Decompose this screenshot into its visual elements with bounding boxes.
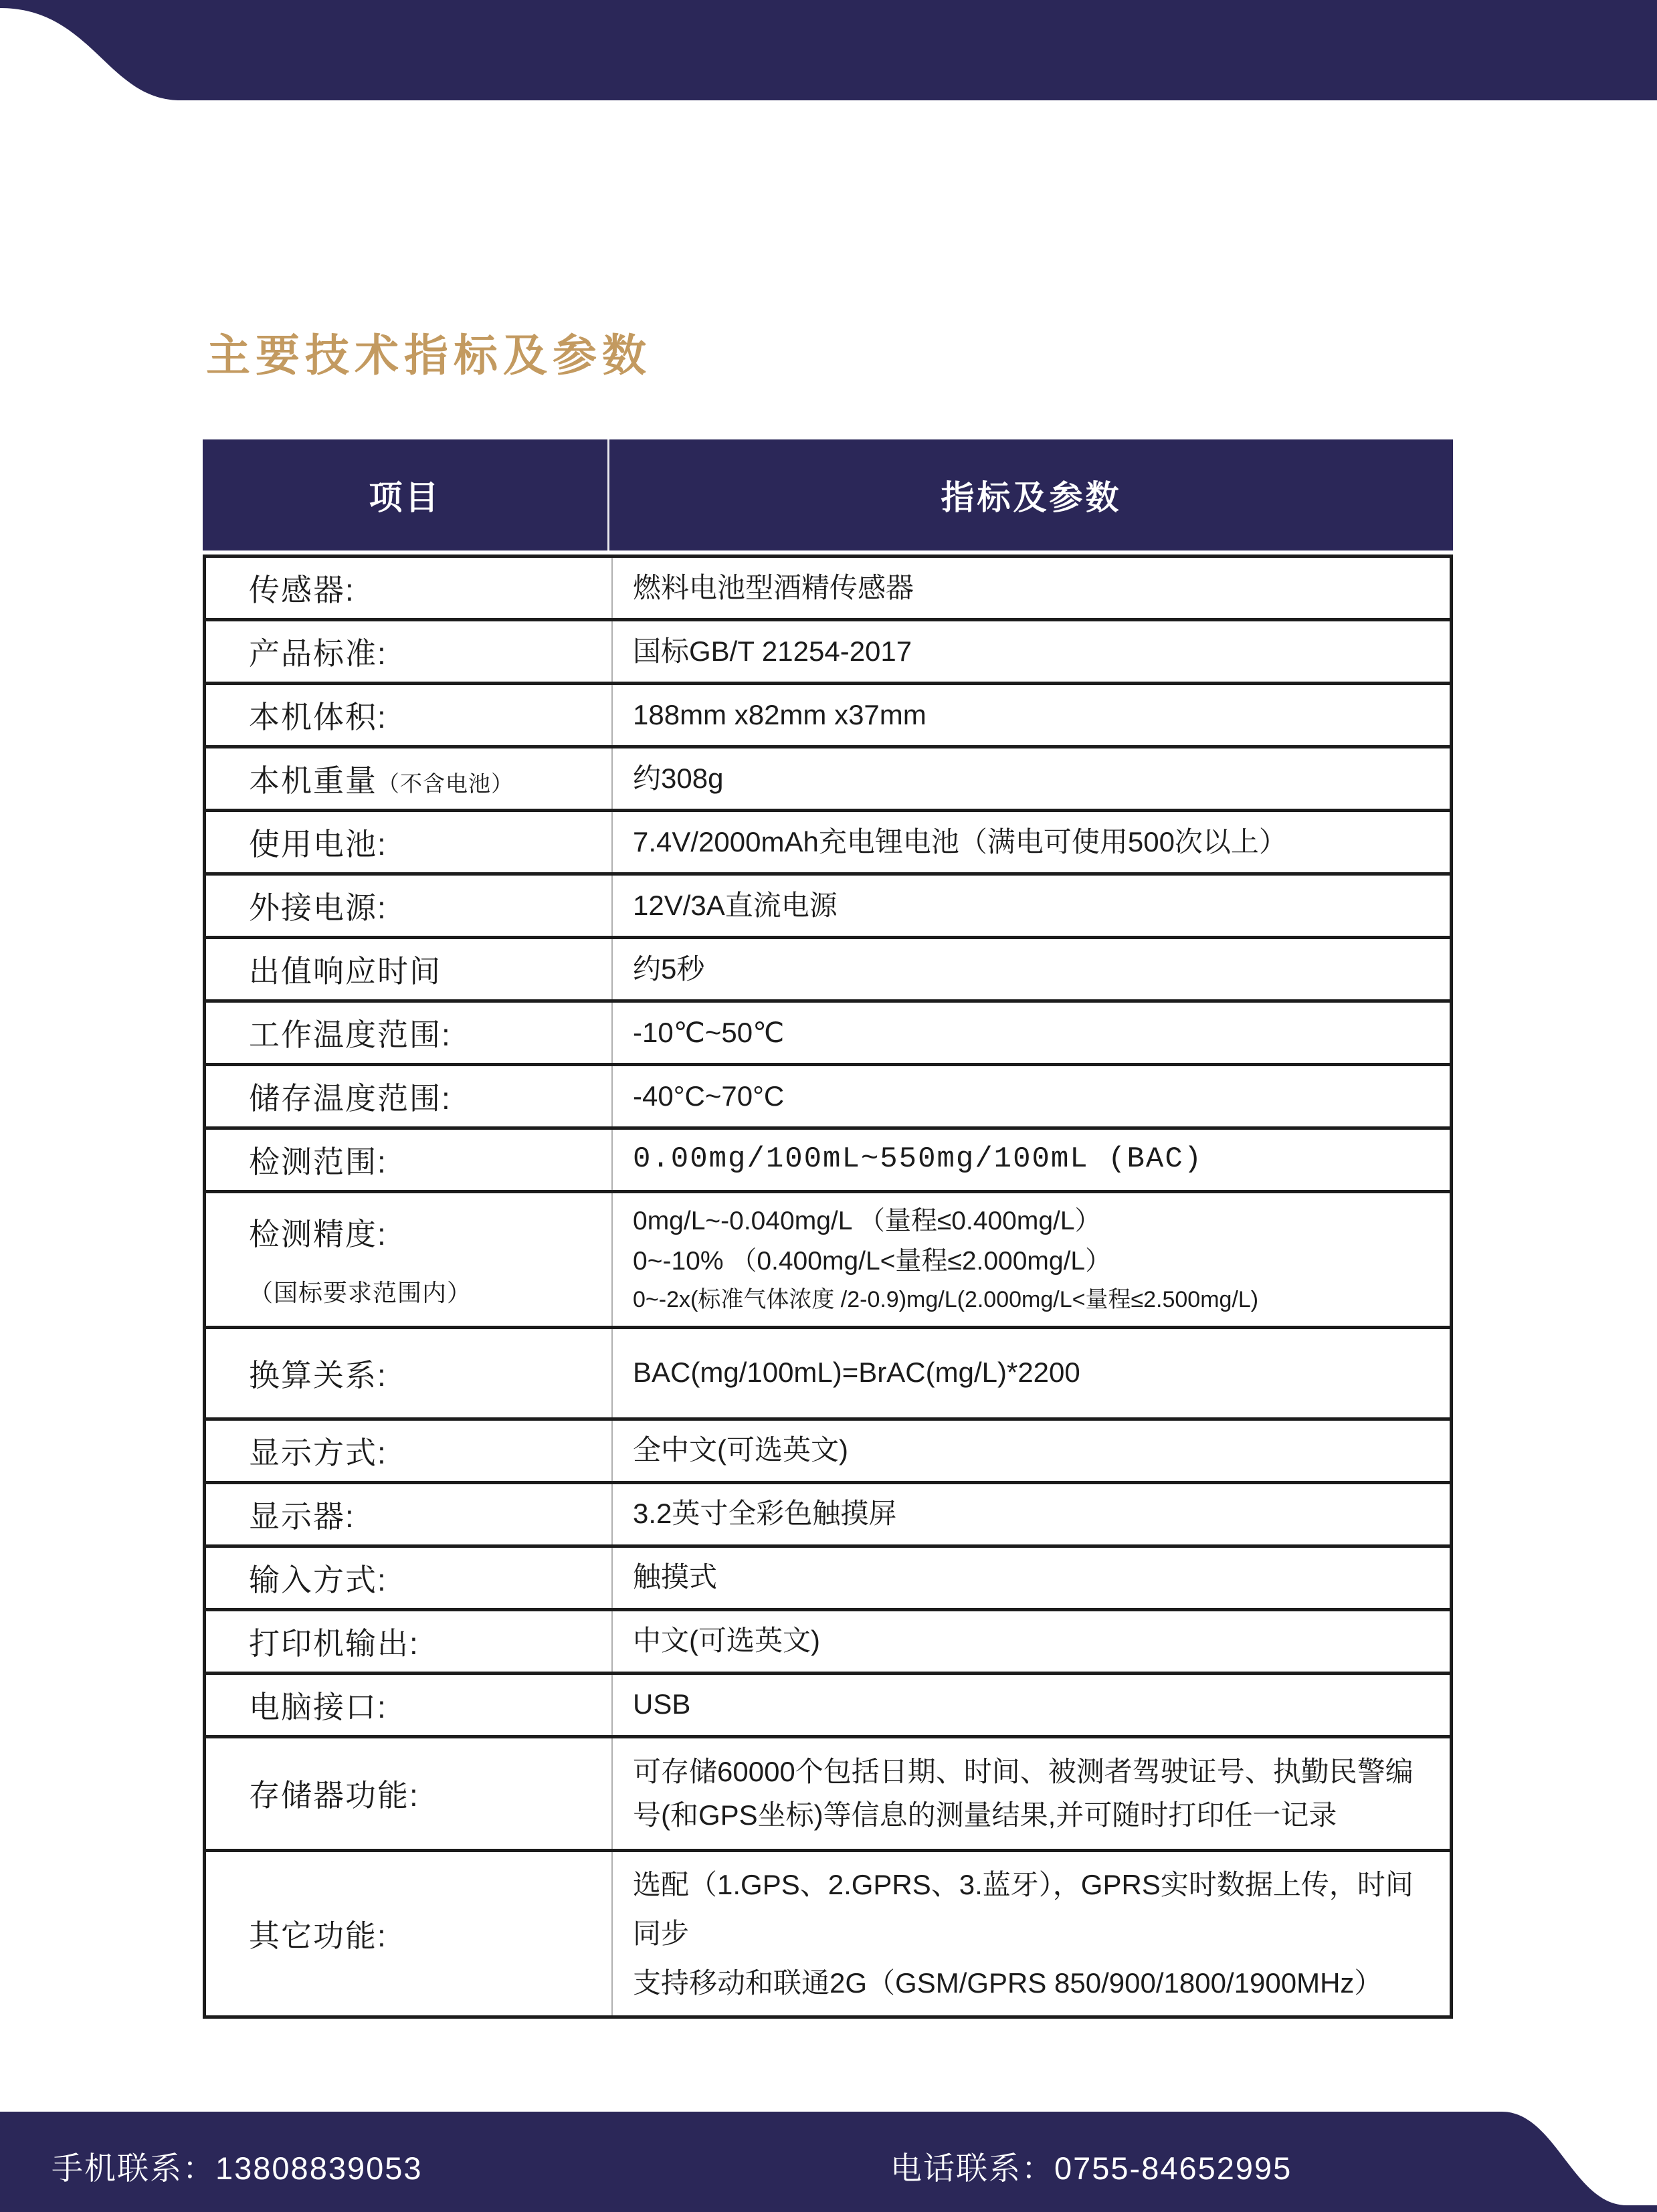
row-value-line: 全中文(可选英文): [633, 1434, 848, 1466]
row-value-line: BAC(mg/100mL)=BrAC(mg/L)*2200: [633, 1356, 1080, 1389]
row-label-cell: [206, 939, 613, 999]
table-row: [206, 1421, 1450, 1484]
row-label: 使用电池:: [249, 827, 387, 862]
row-label-cell: [206, 1066, 613, 1126]
row-label-cell: [206, 685, 613, 745]
row-value-line: 0.00mg/100mL~550mg/100mL (BAC): [633, 1142, 1203, 1177]
row-label-cell: [206, 1611, 613, 1672]
row-value-line: -40°C~70°C: [633, 1080, 785, 1112]
row-value-line: 可存储60000个包括日期、时间、被测者驾驶证号、执勤民警编号(和GPS坐标)等信息的测量结果,并可随时打印任一记录: [633, 1755, 1414, 1831]
table-row: [206, 939, 1450, 1003]
row-label: 工作温度范围:: [249, 1017, 452, 1052]
table-row: [206, 876, 1450, 939]
row-label: 产品标准:: [249, 636, 387, 671]
table-row: [206, 1003, 1450, 1066]
page-title: 主要技术指标及参数: [206, 330, 652, 380]
footer-mobile-contact: 手机联系：13808839053: [52, 2150, 423, 2186]
row-value-cell: [613, 748, 1450, 809]
row-value-line: 12V/3A直流电源: [633, 889, 838, 921]
row-label-note: （国标要求范围内）: [249, 1279, 472, 1307]
table-row: [206, 812, 1450, 876]
row-value-cell: [613, 1329, 1450, 1417]
row-label-cell: [206, 876, 613, 936]
header-cell-item: 项目: [203, 439, 609, 550]
row-label: 检测范围:: [249, 1144, 387, 1179]
row-value-cell: [613, 1421, 1450, 1481]
row-label-cell: [206, 1484, 613, 1544]
row-value-cell: [613, 1738, 1450, 1849]
row-label-cell: [206, 748, 613, 809]
row-label-cell: [206, 621, 613, 682]
table-row: [206, 1548, 1450, 1611]
spec-table-body: [203, 555, 1453, 2019]
row-label: 其它功能:: [249, 1918, 387, 1953]
row-value-cell: [613, 1193, 1450, 1326]
row-value-cell: [613, 621, 1450, 682]
row-value-cell: [613, 1066, 1450, 1126]
row-label: 电脑接口:: [249, 1689, 387, 1724]
row-label-cell: [206, 1738, 613, 1849]
table-row: [206, 1329, 1450, 1421]
row-value-line: 燃料电池型酒精传感器: [633, 571, 914, 603]
row-value-line: 约308g: [633, 762, 724, 794]
row-label-cell: [206, 1130, 613, 1190]
row-value-line: 3.2英寸全彩色触摸屏: [633, 1498, 897, 1530]
row-label: 显示器:: [249, 1498, 355, 1534]
row-value-cell: [613, 1548, 1450, 1608]
row-label: 传感器:: [249, 573, 355, 607]
row-value-line: USB: [633, 1688, 691, 1720]
header-cell-params: 指标及参数: [941, 479, 1122, 516]
spec-table: [203, 439, 1453, 2019]
row-label-cell: [206, 1852, 613, 2016]
row-label-cell: [206, 812, 613, 872]
row-label-cell: [206, 1675, 613, 1735]
row-value-line: 中文(可选英文): [633, 1625, 820, 1657]
table-row: [206, 621, 1450, 685]
row-label-cell: [206, 1548, 613, 1608]
table-row: [206, 558, 1450, 621]
table-row: [206, 1484, 1450, 1548]
footer-phone-contact: 电话联系：0755-84652995: [890, 2150, 1292, 2186]
row-label: 本机体积:: [249, 700, 387, 734]
row-label: 储存温度范围:: [249, 1081, 452, 1116]
table-row: [206, 1130, 1450, 1193]
row-label: 打印机输出:: [249, 1625, 419, 1661]
row-label: 存储器功能:: [249, 1778, 419, 1813]
row-label-cell: [206, 1003, 613, 1063]
row-label-cell: [206, 1421, 613, 1481]
row-label-sub: （不含电池）: [377, 771, 514, 796]
table-row: [206, 1066, 1450, 1130]
row-value-cell: [613, 685, 1450, 745]
row-label-cell: [206, 558, 613, 618]
table-row: [206, 1852, 1450, 2016]
row-label: 输入方式:: [249, 1562, 387, 1597]
row-value-cell: [613, 1003, 1450, 1063]
table-row: [206, 685, 1450, 748]
row-value-cell: [613, 876, 1450, 936]
table-row: [206, 1611, 1450, 1675]
row-value-cell: [613, 558, 1450, 618]
row-value-cell: [613, 1611, 1450, 1672]
row-value-cell: [613, 1484, 1450, 1544]
row-label: 出值响应时间: [249, 954, 442, 989]
row-label-cell: [206, 1329, 613, 1417]
row-value-cell: [613, 1130, 1450, 1190]
row-value-cell: [613, 1675, 1450, 1735]
row-value-line: 触摸式: [633, 1561, 718, 1593]
row-value-line: 0~-10% （0.400mg/L<量程≤2.000mg/L）: [633, 1247, 1112, 1276]
row-value-line: 0mg/L~-0.040mg/L （量程≤0.400mg/L）: [633, 1207, 1101, 1235]
row-value-cell: [613, 939, 1450, 999]
row-value-line: 选配（1.GPS、2.GPRS、3.蓝牙），GPRS实时数据上传，时间同步: [633, 1868, 1414, 1950]
spec-table-header: [203, 439, 1453, 550]
row-label: 换算关系:: [249, 1357, 387, 1393]
row-value-line: -10℃~50℃: [633, 1016, 785, 1048]
row-value-line: 国标GB/T 21254-2017: [633, 635, 912, 667]
row-value-line: 7.4V/2000mAh充电锂电池（满电可使用500次以上）: [633, 825, 1287, 858]
row-label: 外接电源:: [249, 890, 387, 925]
row-label: 显示方式:: [249, 1435, 387, 1470]
row-value-line: 188mm x82mm x37mm: [633, 698, 927, 730]
row-value-line: 支持移动和联通2G（GSM/GPRS 850/900/1800/1900MHz）: [633, 1967, 1383, 1999]
row-value-cell: [613, 1852, 1450, 2016]
row-value-cell: [613, 812, 1450, 872]
top-wave-decoration: [0, 0, 1657, 107]
table-row: [206, 1738, 1450, 1852]
row-label: 本机重量（不含电池）: [249, 763, 514, 798]
row-value-line: 约5秒: [633, 952, 705, 985]
table-row: [206, 1193, 1450, 1329]
table-row: [206, 748, 1450, 812]
row-label: 检测精度:: [249, 1217, 387, 1252]
row-value-line: 0~-2x(标准气体浓度 /2-0.9)mg/L(2.000mg/L<量程≤2.500mg/L): [633, 1286, 1259, 1312]
table-row: [206, 1675, 1450, 1738]
row-label-cell: [206, 1193, 613, 1326]
